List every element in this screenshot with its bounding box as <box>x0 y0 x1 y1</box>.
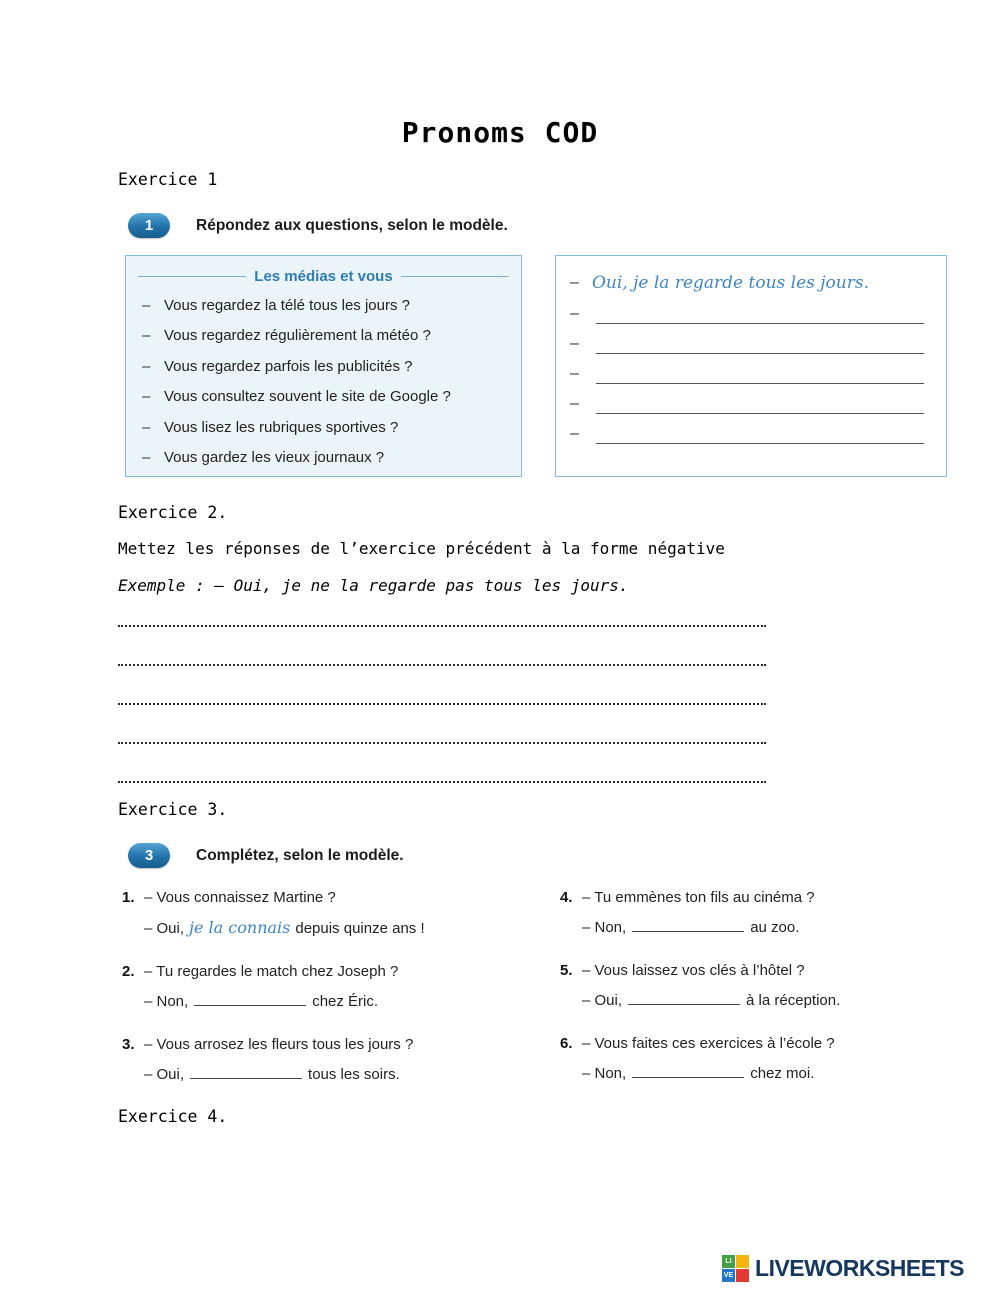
dash: – <box>142 418 151 436</box>
answer-prefix: – Non, <box>582 919 627 936</box>
answer-blank[interactable] <box>632 916 744 932</box>
answer-prefix: – Oui, <box>582 992 623 1009</box>
answer-row <box>570 419 932 449</box>
question-item <box>126 351 521 382</box>
answers-box <box>555 255 947 477</box>
item-number: 4. <box>560 889 573 906</box>
answer-write-line[interactable] <box>596 364 924 384</box>
answer-suffix: au zoo. <box>750 919 800 936</box>
exercise2-example: Exemple : – Oui, je ne la regarde pas tous les jours. <box>118 576 629 595</box>
exercise3-left-column <box>122 883 560 1103</box>
exercise3-item <box>560 883 960 943</box>
answer-write-line[interactable] <box>596 394 924 414</box>
answer-prefix: – Non, <box>582 1065 627 1082</box>
question-text: – Vous faites ces exercices à l’école ? <box>582 1035 835 1052</box>
dash: – <box>570 305 579 322</box>
item-number: 1. <box>122 889 135 906</box>
dotted-answer-line[interactable] <box>118 744 766 783</box>
question-text: Vous regardez parfois les publicités ? <box>164 357 413 375</box>
question-text: – Vous arrosez les fleurs tous les jours ? <box>144 1036 414 1053</box>
question-text: Vous regardez régulièrement la météo ? <box>164 327 431 345</box>
question-item <box>126 382 521 413</box>
question-text: Vous consultez souvent le site de Google ? <box>164 388 451 406</box>
question-text: – Tu regardes le match chez Joseph ? <box>144 963 399 980</box>
answer-row <box>570 299 932 329</box>
dash: – <box>142 327 151 345</box>
dash: – <box>570 365 579 382</box>
logo-square-red <box>736 1269 749 1282</box>
exercise3-item <box>560 1029 960 1089</box>
dash: – <box>570 273 579 291</box>
answer-suffix: chez moi. <box>750 1065 815 1082</box>
decorative-line <box>138 276 246 277</box>
answer-suffix: tous les soirs. <box>308 1066 400 1083</box>
exercise1-number-badge: 1 <box>128 213 170 238</box>
dash: – <box>570 395 579 412</box>
dash: – <box>142 357 151 375</box>
answer-prefix: – Oui, <box>144 920 185 937</box>
question-item <box>126 321 521 352</box>
questions-box <box>125 255 522 477</box>
filled-answer: je la connais <box>189 918 291 937</box>
question-item <box>126 412 521 443</box>
exercise2-answer-lines <box>118 588 766 783</box>
answer-write-line[interactable] <box>596 304 924 324</box>
exercise1-boxes <box>125 255 947 477</box>
exercise3-item <box>560 956 960 1016</box>
exercise3-label: Exercice 3. <box>118 800 228 819</box>
item-number: 2. <box>122 963 135 980</box>
exercise3-item <box>122 957 560 1017</box>
answer-prefix: – Oui, <box>144 1066 185 1083</box>
question-text: Vous regardez la télé tous les jours ? <box>164 296 410 314</box>
exercise2-instruction: Mettez les réponses de l’exercice précédent à la forme négative <box>118 539 725 558</box>
exercise4-label: Exercice 4. <box>118 1107 228 1126</box>
exercise3-header <box>128 843 404 868</box>
dotted-answer-line[interactable] <box>118 588 766 627</box>
dash: – <box>142 449 151 467</box>
exercise3-item <box>122 1030 560 1090</box>
question-text: – Vous laissez vos clés à l’hôtel ? <box>582 962 805 979</box>
dotted-answer-line[interactable] <box>118 666 766 705</box>
answer-suffix: depuis quinze ans ! <box>295 920 425 937</box>
dash: – <box>142 296 151 314</box>
exercise2-label: Exercice 2. <box>118 503 228 522</box>
answer-blank[interactable] <box>190 1063 302 1079</box>
model-answer: Oui, je la regarde tous les jours. <box>592 272 869 293</box>
question-text: Vous lisez les rubriques sportives ? <box>164 418 399 436</box>
question-text: – Vous connaissez Martine ? <box>144 889 336 906</box>
item-number: 5. <box>560 962 573 979</box>
model-answer-row <box>570 266 932 299</box>
answer-row <box>570 359 932 389</box>
exercise1-instruction: Répondez aux questions, selon le modèle. <box>196 216 508 234</box>
liveworksheets-footer <box>722 1254 964 1282</box>
logo-square-green: LI <box>722 1255 735 1268</box>
answer-suffix: chez Éric. <box>312 993 379 1010</box>
dotted-answer-line[interactable] <box>118 705 766 744</box>
answer-write-line[interactable] <box>596 334 924 354</box>
item-number: 3. <box>122 1036 135 1053</box>
question-text: – Tu emmènes ton fils au cinéma ? <box>582 889 815 906</box>
exercise1-header <box>128 213 508 238</box>
questions-box-title: Les médias et vous <box>254 267 393 285</box>
decorative-line <box>401 276 509 277</box>
questions-box-header <box>138 265 509 287</box>
exercise3-instruction: Complétez, selon le modèle. <box>196 846 404 864</box>
answer-suffix: à la réception. <box>746 992 841 1009</box>
page-title: Pronoms COD <box>401 116 599 149</box>
answer-prefix: – Non, <box>144 993 189 1010</box>
dash: – <box>570 335 579 352</box>
item-number: 6. <box>560 1035 573 1052</box>
question-item <box>126 290 521 321</box>
answer-blank[interactable] <box>628 989 740 1005</box>
question-item <box>126 443 521 474</box>
exercise3-number-badge: 3 <box>128 843 170 868</box>
answer-blank[interactable] <box>632 1062 744 1078</box>
answer-row <box>570 329 932 359</box>
dash: – <box>142 388 151 406</box>
exercise3-item <box>122 883 560 944</box>
liveworksheets-logo-icon <box>722 1254 750 1282</box>
logo-square-blue: VE <box>722 1269 735 1282</box>
exercise3-right-column <box>560 883 960 1103</box>
answer-write-line[interactable] <box>596 424 924 444</box>
brand-name: LIVEWORKSHEETS <box>755 1254 964 1281</box>
answer-row <box>570 389 932 419</box>
answer-blank[interactable] <box>194 990 306 1006</box>
exercise3-items <box>122 883 960 1103</box>
dotted-answer-line[interactable] <box>118 627 766 666</box>
exercise1-label: Exercice 1 <box>118 170 218 189</box>
logo-square-yellow <box>736 1255 749 1268</box>
question-text: Vous gardez les vieux journaux ? <box>164 449 385 467</box>
dash: – <box>570 425 579 442</box>
